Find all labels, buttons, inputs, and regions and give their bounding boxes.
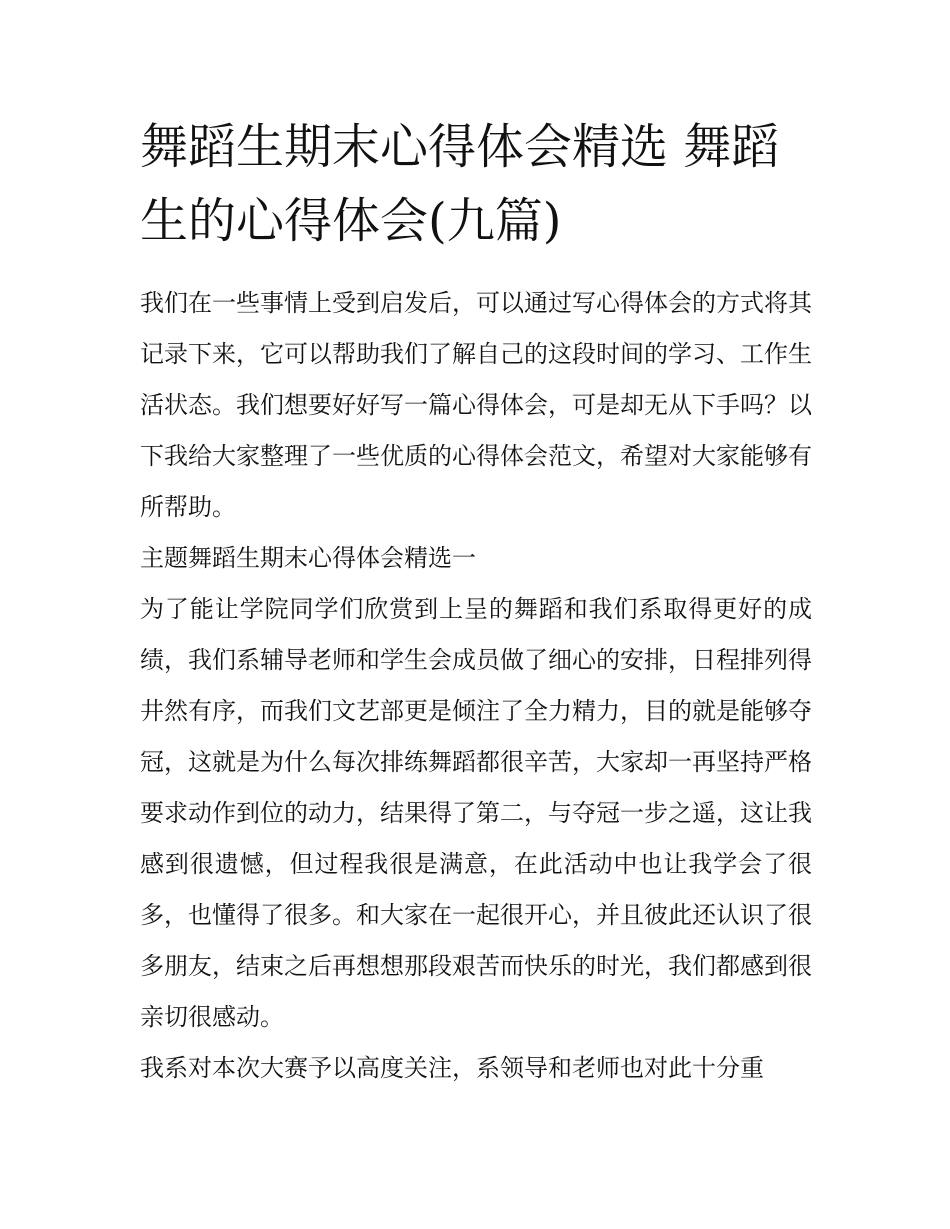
document-title: 舞蹈生期末心得体会精选 舞蹈生的心得体会(九篇) xyxy=(140,119,780,249)
section-heading: 主题舞蹈生期末心得体会精选一 xyxy=(140,544,476,572)
intro-paragraph: 我们在一些事情上受到启发后，可以通过写心得体会的方式将其记录下来，它可以帮助我们了解自己的这段时间的学习、工作生活状态。我们想要好好写一篇心得体会，可是却无从下手吗？以下我给大家整理了一些优质的心得体会范文，希望对大家能够有所帮助。 xyxy=(140,289,812,521)
body-paragraph-2: 我系对本次大赛予以高度关注，系领导和老师也对此十分重 xyxy=(140,1054,764,1082)
document-body xyxy=(140,110,812,1094)
body-paragraph-1: 为了能让学院同学们欣赏到上呈的舞蹈和我们系取得更好的成绩，我们系辅导老师和学生会成员做了细心的安排，日程排列得井然有序，而我们文艺部更是倾注了全力精力，目的就是能够夺冠，这就是为什么每次排练舞蹈都很辛苦，大家却一再坚持严格要求动作到位的动力，结果得了第二，与夺冠一步之遥，这让我感到很遗憾，但过程我很是满意，在此活动中也让我学会了很多，也懂得了很多。和大家在一起很开心，并且彼此还认识了很多朋友，结束之后再想想那段艰苦而快乐的时光，我们都感到很亲切很感动。 xyxy=(140,595,812,1031)
title-spacer xyxy=(140,258,812,278)
